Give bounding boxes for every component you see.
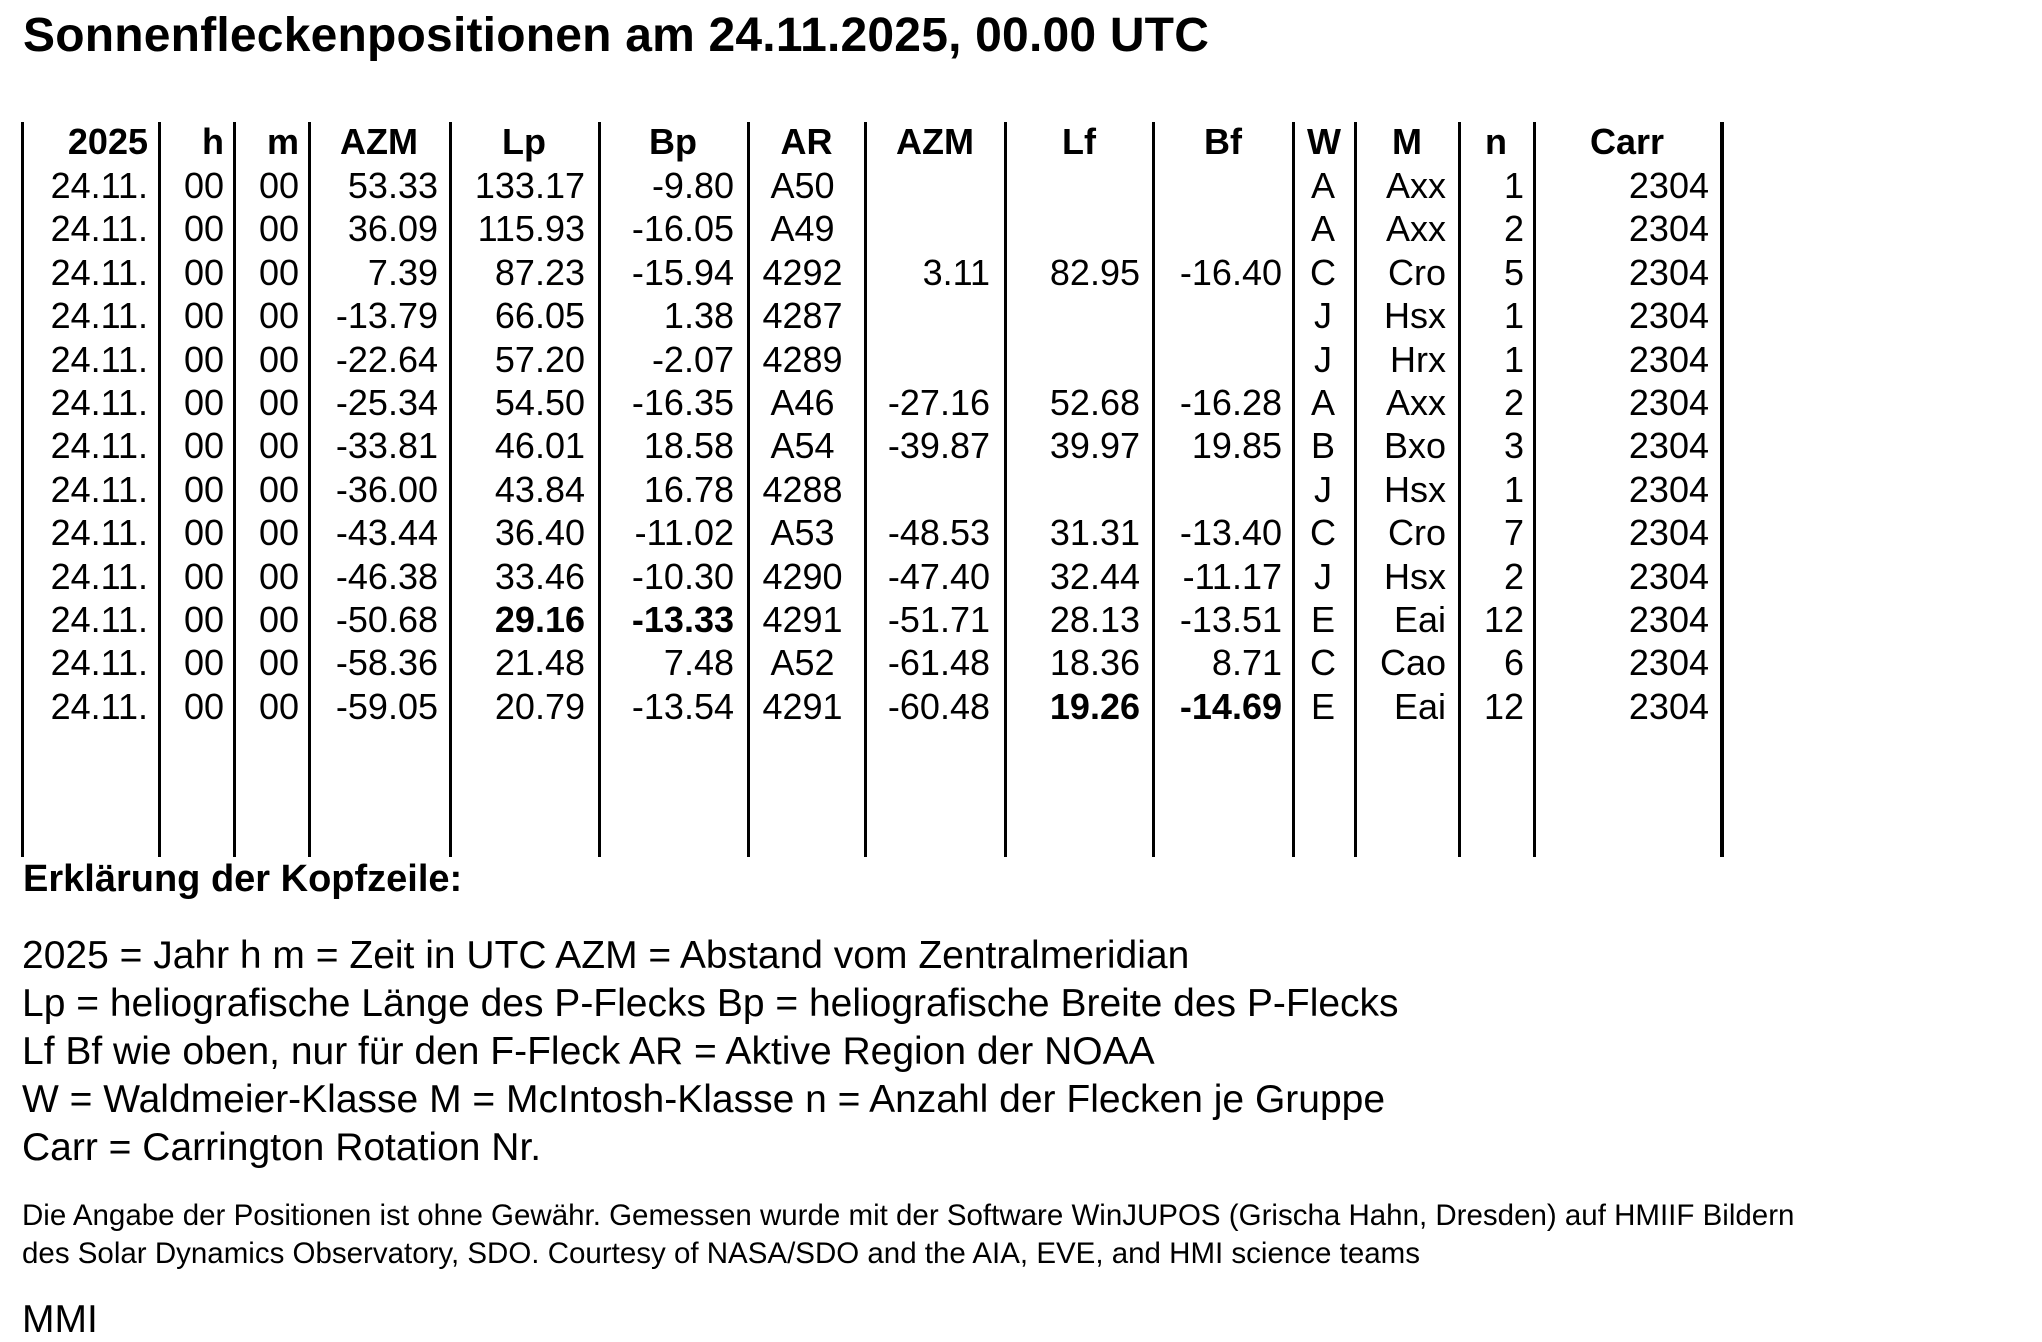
table-cell-lp: 20.79 [494,685,585,727]
table-cell-count: 3 [1503,425,1524,467]
table-cell-ar: A46 [770,382,835,423]
table-cell-mcintosh: Cro [1387,512,1446,554]
table-cell-mcintosh: Cro [1387,251,1446,293]
table-cell-hour: 00 [183,208,224,250]
table-cell-lf: 31.31 [1049,512,1140,554]
table-cell-waldmeier: B [1310,425,1335,467]
table-cell-azm-p: -59.05 [335,685,438,727]
table-cell-carrington: 2304 [1628,555,1709,597]
table-cell-azm-f: -61.48 [887,642,990,684]
table-cell-ar: 4290 [762,555,843,597]
column-divider [233,122,236,857]
explanation-line: Lp = heliografische Länge des P-Flecks Bp = heliografische Breite des P-Flecks [22,982,1399,1025]
table-cell-date: 24.11. [50,685,148,727]
column-divider [1152,122,1155,857]
column-header-minute: m [266,121,299,162]
table-cell-lf: 39.97 [1049,425,1140,467]
table-cell-minute: 00 [258,425,299,467]
table-cell-hour: 00 [183,555,224,597]
table-cell-carrington: 2304 [1628,599,1709,640]
table-cell-bp: 16.78 [643,468,734,510]
table-cell-carrington: 2304 [1628,685,1709,727]
table-cell-lp: 46.01 [494,425,585,467]
table-cell-carrington: 2304 [1628,295,1709,337]
column-header-hour: h [202,121,224,162]
table-cell-count: 2 [1503,382,1524,423]
table-cell-minute: 00 [258,251,299,293]
table-cell-lf: 32.44 [1049,555,1140,597]
table-cell-date: 24.11. [50,642,148,684]
table-cell-minute: 00 [258,599,299,640]
table-cell-bp: 18.58 [643,425,734,467]
table-cell-hour: 00 [183,251,224,293]
table-cell-ar: 4288 [762,468,843,510]
table-cell-bf: -13.51 [1179,599,1282,640]
table-cell-azm-p: 53.33 [347,165,438,206]
table-cell-bp: -11.02 [634,512,734,554]
table-cell-carrington: 2304 [1628,468,1709,510]
table-cell-waldmeier: C [1310,251,1336,293]
table-cell-minute: 00 [258,165,299,206]
table-cell-minute: 00 [258,468,299,510]
column-header-ar: AR [780,121,833,162]
table-cell-carrington: 2304 [1628,208,1709,250]
table-cell-lp: 115.93 [477,208,585,250]
table-cell-carrington: 2304 [1628,251,1709,293]
table-cell-bp: -13.33 [631,599,734,640]
column-header-waldmeier: W [1307,121,1341,162]
table-cell-mcintosh: Axx [1385,382,1446,423]
column-divider [449,122,452,857]
explanation-line: Carr = Carrington Rotation Nr. [22,1126,542,1169]
table-cell-azm-f: -60.48 [887,685,990,727]
table-cell-bp: -16.35 [631,382,734,423]
table-cell-mcintosh: Hrx [1390,338,1446,380]
column-header-mcintosh: M [1392,121,1422,162]
table-cell-ar: A53 [770,512,835,554]
column-header-azm-f: AZM [896,121,974,162]
table-cell-bp: -10.30 [631,555,734,597]
table-cell-minute: 00 [258,338,299,380]
table-cell-bp: -2.07 [651,338,734,380]
table-cell-hour: 00 [183,165,224,206]
table-cell-waldmeier: C [1310,642,1336,684]
table-cell-date: 24.11. [50,555,148,597]
page-title: Sonnenfleckenpositionen am 24.11.2025, 00.00 UTC [23,9,1210,62]
table-cell-azm-p: -43.44 [335,512,438,554]
table-cell-azm-p: -13.79 [335,295,438,337]
table-cell-lf: 28.13 [1049,599,1140,640]
table-cell-count: 2 [1503,555,1524,597]
table-cell-count: 7 [1503,512,1524,554]
table-cell-bf: -13.40 [1179,512,1282,554]
explanation-line: Lf Bf wie oben, nur für den F-Fleck AR = Aktive Region der NOAA [22,1030,1155,1073]
table-cell-waldmeier: C [1310,512,1336,554]
table-cell-waldmeier: E [1310,685,1335,727]
table-cell-azm-p: 36.09 [347,208,438,250]
table-cell-azm-p: -22.64 [335,338,438,380]
column-divider [1004,122,1007,857]
table-cell-ar: 4291 [762,685,843,727]
table-cell-bf: -16.40 [1179,251,1282,293]
table-cell-azm-f: -47.40 [887,555,990,597]
table-cell-lp: 54.50 [494,382,585,423]
table-cell-lf: 82.95 [1049,251,1140,293]
table-cell-lp: 87.23 [494,251,585,293]
column-header-lp: Lp [502,121,546,162]
column-divider [747,122,750,857]
table-cell-bp: -16.05 [631,208,734,250]
table-cell-azm-p: -58.36 [335,642,438,684]
table-cell-mcintosh: Axx [1385,208,1446,250]
table-cell-mcintosh: Hsx [1384,468,1446,510]
table-cell-hour: 00 [183,382,224,423]
table-cell-minute: 00 [258,295,299,337]
table-cell-hour: 00 [183,338,224,380]
table-cell-azm-p: -25.34 [335,382,438,423]
explanation-heading: Erklärung der Kopfzeile: [23,858,463,900]
table-cell-count: 5 [1503,251,1524,293]
table-cell-lp: 33.46 [494,555,585,597]
signature: MMI [22,1298,98,1341]
column-divider [1720,122,1724,857]
table-cell-count: 1 [1503,165,1524,206]
table-cell-ar: 4292 [762,251,843,293]
table-cell-waldmeier: J [1314,468,1332,510]
table-cell-date: 24.11. [50,295,148,337]
table-cell-azm-p: -50.68 [335,599,438,640]
table-cell-count: 1 [1503,338,1524,380]
column-header-bp: Bp [649,121,697,162]
column-divider [158,122,161,857]
table-cell-lp: 66.05 [494,295,585,337]
column-header-lf: Lf [1062,121,1096,162]
table-cell-lf: 18.36 [1049,642,1140,684]
table-cell-waldmeier: J [1314,555,1332,597]
column-divider [1354,122,1357,857]
table-cell-waldmeier: E [1310,599,1335,640]
table-cell-minute: 00 [258,642,299,684]
table-cell-bp: -13.54 [631,685,734,727]
table-cell-waldmeier: J [1314,338,1332,380]
table-cell-lp: 57.20 [494,338,585,380]
table-cell-carrington: 2304 [1628,642,1709,684]
table-cell-date: 24.11. [50,425,148,467]
table-cell-carrington: 2304 [1628,338,1709,380]
table-cell-ar: A54 [770,425,835,467]
table-cell-date: 24.11. [50,512,148,554]
explanation-line: 2025 = Jahr h m = Zeit in UTC AZM = Abstand vom Zentralmeridian [22,934,1190,977]
table-cell-mcintosh: Hsx [1384,555,1446,597]
table-cell-minute: 00 [258,555,299,597]
table-cell-lp: 21.48 [494,642,585,684]
table-cell-bp: -9.80 [651,165,734,206]
table-cell-mcintosh: Axx [1385,165,1446,206]
explanation-line: W = Waldmeier-Klasse M = McIntosh-Klasse n = Anzahl der Flecken je Gruppe [22,1078,1386,1121]
table-cell-hour: 00 [183,685,224,727]
column-divider [1533,122,1536,857]
table-cell-count: 1 [1503,295,1524,337]
table-cell-azm-p: -36.00 [335,468,438,510]
table-cell-azm-p: -46.38 [335,555,438,597]
table-cell-bf: 19.85 [1191,425,1282,467]
table-cell-bf: -14.69 [1179,685,1282,727]
table-cell-hour: 00 [183,599,224,640]
table-cell-lp: 43.84 [494,468,585,510]
table-cell-carrington: 2304 [1628,165,1709,206]
table-cell-ar: A49 [770,208,835,250]
table-cell-lp: 36.40 [494,512,585,554]
table-cell-azm-f: 3.11 [922,251,990,293]
table-cell-date: 24.11. [50,208,148,250]
table-cell-bp: 1.38 [663,295,734,337]
table-cell-lp: 29.16 [494,599,585,640]
table-cell-hour: 00 [183,295,224,337]
table-cell-bf: -16.28 [1179,382,1282,423]
table-cell-ar: 4291 [762,599,843,640]
table-cell-azm-f: -51.71 [887,599,990,640]
table-cell-minute: 00 [258,382,299,423]
table-cell-count: 6 [1503,642,1524,684]
table-cell-hour: 00 [183,512,224,554]
table-cell-azm-p: -33.81 [335,425,438,467]
table-cell-ar: A52 [770,642,835,684]
column-header-count: n [1485,121,1507,162]
table-cell-azm-p: 7.39 [367,251,438,293]
table-cell-bp: -15.94 [631,251,734,293]
table-cell-ar: A50 [770,165,835,206]
table-cell-count: 12 [1483,685,1524,727]
table-cell-minute: 00 [258,685,299,727]
table-cell-mcintosh: Eai [1393,685,1446,727]
column-header-bf: Bf [1204,121,1242,162]
table-cell-bf: -11.17 [1182,555,1282,597]
table-cell-carrington: 2304 [1628,382,1709,423]
table-cell-lf: 19.26 [1049,685,1140,727]
table-cell-date: 24.11. [50,338,148,380]
table-cell-carrington: 2304 [1628,512,1709,554]
table-cell-azm-f: -48.53 [887,512,990,554]
column-header-azm-p: AZM [340,121,418,162]
table-cell-azm-f: -27.16 [887,382,990,423]
table-cell-minute: 00 [258,512,299,554]
table-cell-waldmeier: A [1310,165,1335,206]
table-cell-date: 24.11. [50,382,148,423]
table-cell-count: 2 [1503,208,1524,250]
table-cell-carrington: 2304 [1628,425,1709,467]
column-divider [864,122,867,857]
column-divider [308,122,311,857]
table-cell-waldmeier: A [1310,208,1335,250]
table-cell-lf: 52.68 [1049,382,1140,423]
table-cell-hour: 00 [183,642,224,684]
table-cell-date: 24.11. [50,251,148,293]
table-cell-ar: 4289 [762,338,843,380]
table-cell-mcintosh: Eai [1393,599,1446,640]
table-cell-azm-f: -39.87 [887,425,990,467]
table-cell-ar: 4287 [762,295,843,337]
table-cell-mcintosh: Cao [1379,642,1446,684]
table-cell-mcintosh: Bxo [1383,425,1446,467]
table-cell-date: 24.11. [50,165,148,206]
table-cell-bp: 7.48 [663,642,734,684]
table-cell-count: 12 [1483,599,1524,640]
table-cell-date: 24.11. [50,468,148,510]
table-cell-hour: 00 [183,468,224,510]
table-cell-count: 1 [1503,468,1524,510]
column-divider [1292,122,1295,857]
column-header-carrington: Carr [1589,121,1665,162]
table-cell-date: 24.11. [50,599,148,640]
table-cell-hour: 00 [183,425,224,467]
column-divider [21,122,24,857]
table-cell-mcintosh: Hsx [1384,295,1446,337]
column-divider [598,122,601,857]
column-divider [1458,122,1461,857]
table-cell-waldmeier: J [1314,295,1332,337]
table-cell-bf: 8.71 [1211,642,1282,684]
table-cell-minute: 00 [258,208,299,250]
table-cell-lp: 133.17 [474,165,585,206]
column-header-date: 2025 [67,121,148,162]
table-cell-waldmeier: A [1310,382,1335,423]
disclaimer-line: des Solar Dynamics Observatory, SDO. Courtesy of NASA/SDO and the AIA, EVE, and HMI science teams [22,1237,1420,1270]
disclaimer-line: Die Angabe der Positionen ist ohne Gewähr. Gemessen wurde mit der Software WinJUPOS (Grischa Hahn, Dresden) auf HMIIF Bildern [22,1199,1795,1232]
